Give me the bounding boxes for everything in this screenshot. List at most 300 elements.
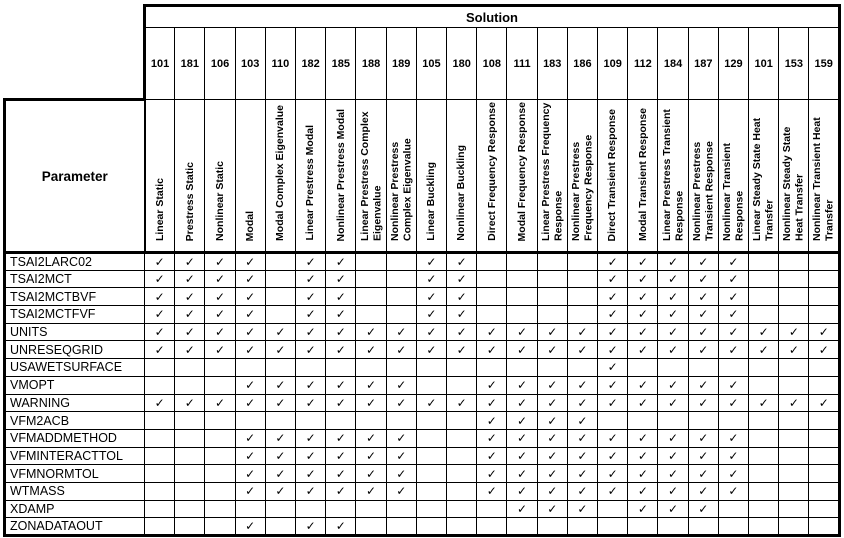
checkmark-icon: ✓ bbox=[275, 325, 286, 340]
check-cell bbox=[537, 465, 567, 483]
checkmark-icon: ✓ bbox=[275, 466, 286, 481]
checkmark-icon: ✓ bbox=[637, 307, 648, 322]
checkmark-icon: ✓ bbox=[184, 342, 195, 357]
check-cell bbox=[658, 270, 688, 288]
empty-cell bbox=[326, 500, 356, 518]
empty-cell bbox=[779, 465, 809, 483]
solution-number-cell: 103 bbox=[235, 28, 265, 100]
checkmark-icon: ✓ bbox=[728, 272, 739, 287]
empty-cell bbox=[265, 306, 295, 324]
check-cell bbox=[567, 500, 597, 518]
check-cell bbox=[507, 412, 537, 430]
checkmark-icon: ✓ bbox=[275, 484, 286, 499]
checkmark-icon: ✓ bbox=[607, 431, 618, 446]
empty-cell bbox=[779, 429, 809, 447]
solution-column-label-cell bbox=[688, 100, 718, 253]
check-cell bbox=[658, 394, 688, 412]
checkmark-icon: ✓ bbox=[396, 325, 407, 340]
check-cell bbox=[598, 253, 628, 271]
checkmark-icon: ✓ bbox=[335, 378, 346, 393]
solution-numbers-row bbox=[5, 28, 840, 100]
solution-column-label: Linear Buckling bbox=[425, 162, 438, 241]
solution-column-label: Nonlinear Buckling bbox=[455, 145, 468, 241]
check-cell bbox=[567, 482, 597, 500]
empty-cell bbox=[145, 376, 175, 394]
checkmark-icon: ✓ bbox=[184, 254, 195, 269]
solution-column-label-cell bbox=[145, 100, 175, 253]
check-cell bbox=[749, 341, 779, 359]
check-cell bbox=[447, 253, 477, 271]
empty-cell bbox=[779, 306, 809, 324]
checkmark-icon: ✓ bbox=[305, 254, 316, 269]
check-cell bbox=[688, 482, 718, 500]
checkmark-icon: ✓ bbox=[305, 466, 316, 481]
check-cell bbox=[749, 323, 779, 341]
checkmark-icon: ✓ bbox=[184, 395, 195, 410]
empty-cell bbox=[537, 359, 567, 377]
checkmark-icon: ✓ bbox=[577, 466, 588, 481]
checkmark-icon: ✓ bbox=[486, 395, 497, 410]
checkmark-icon: ✓ bbox=[426, 254, 437, 269]
check-cell bbox=[718, 394, 748, 412]
checkmark-icon: ✓ bbox=[275, 448, 286, 463]
checkmark-icon: ✓ bbox=[245, 342, 256, 357]
solution-column-label-cell bbox=[779, 100, 809, 253]
empty-cell bbox=[809, 306, 840, 324]
check-cell bbox=[386, 341, 416, 359]
checkmark-icon: ✓ bbox=[396, 466, 407, 481]
solution-column-label: Modal Frequency Response bbox=[515, 101, 528, 241]
empty-cell bbox=[416, 482, 446, 500]
checkmark-icon: ✓ bbox=[517, 431, 528, 446]
checkmark-icon: ✓ bbox=[607, 395, 618, 410]
solution-number-cell: 182 bbox=[296, 28, 326, 100]
empty-cell bbox=[265, 500, 295, 518]
checkmark-icon: ✓ bbox=[668, 484, 679, 499]
check-cell bbox=[537, 500, 567, 518]
empty-cell bbox=[779, 518, 809, 536]
check-cell bbox=[326, 376, 356, 394]
check-cell bbox=[688, 500, 718, 518]
check-cell bbox=[145, 270, 175, 288]
check-cell bbox=[688, 323, 718, 341]
check-cell bbox=[447, 270, 477, 288]
check-cell bbox=[537, 447, 567, 465]
empty-cell bbox=[386, 500, 416, 518]
check-cell bbox=[235, 518, 265, 536]
check-cell bbox=[537, 376, 567, 394]
check-cell bbox=[265, 341, 295, 359]
checkmark-icon: ✓ bbox=[154, 272, 165, 287]
empty-cell bbox=[809, 465, 840, 483]
empty-cell bbox=[779, 288, 809, 306]
check-cell bbox=[356, 376, 386, 394]
empty-cell bbox=[416, 359, 446, 377]
check-cell bbox=[688, 253, 718, 271]
empty-cell bbox=[779, 482, 809, 500]
checkmark-icon: ✓ bbox=[456, 342, 467, 357]
check-cell bbox=[477, 465, 507, 483]
checkmark-icon: ✓ bbox=[154, 289, 165, 304]
empty-cell bbox=[537, 270, 567, 288]
check-cell bbox=[658, 465, 688, 483]
check-cell bbox=[175, 253, 205, 271]
check-cell bbox=[779, 394, 809, 412]
checkmark-icon: ✓ bbox=[305, 484, 316, 499]
empty-cell bbox=[749, 465, 779, 483]
checkmark-icon: ✓ bbox=[184, 325, 195, 340]
check-cell bbox=[416, 341, 446, 359]
empty-cell bbox=[447, 482, 477, 500]
empty-cell bbox=[718, 412, 748, 430]
checkmark-icon: ✓ bbox=[486, 325, 497, 340]
empty-cell bbox=[326, 359, 356, 377]
checkmark-icon: ✓ bbox=[245, 325, 256, 340]
empty-cell bbox=[598, 412, 628, 430]
checkmark-icon: ✓ bbox=[607, 448, 618, 463]
check-cell bbox=[688, 394, 718, 412]
empty-cell bbox=[628, 518, 658, 536]
solution-column-label: Linear Prestress Transient Response bbox=[660, 109, 686, 241]
empty-cell bbox=[265, 270, 295, 288]
checkmark-icon: ✓ bbox=[426, 342, 437, 357]
empty-cell bbox=[447, 447, 477, 465]
check-cell bbox=[326, 341, 356, 359]
check-cell bbox=[356, 482, 386, 500]
empty-cell bbox=[356, 412, 386, 430]
checkmark-icon: ✓ bbox=[728, 342, 739, 357]
corner-spacer bbox=[5, 6, 145, 28]
check-cell bbox=[688, 288, 718, 306]
check-cell bbox=[598, 394, 628, 412]
check-cell bbox=[326, 270, 356, 288]
solution-number-cell: 184 bbox=[658, 28, 688, 100]
check-cell bbox=[477, 394, 507, 412]
checkmark-icon: ✓ bbox=[305, 448, 316, 463]
check-cell bbox=[567, 465, 597, 483]
check-cell bbox=[386, 465, 416, 483]
empty-cell bbox=[507, 270, 537, 288]
check-cell bbox=[628, 341, 658, 359]
empty-cell bbox=[265, 359, 295, 377]
empty-cell bbox=[356, 359, 386, 377]
check-cell bbox=[718, 482, 748, 500]
check-cell bbox=[326, 518, 356, 536]
checkmark-icon: ✓ bbox=[486, 342, 497, 357]
checkmark-icon: ✓ bbox=[668, 289, 679, 304]
checkmark-icon: ✓ bbox=[637, 325, 648, 340]
checkmark-icon: ✓ bbox=[517, 484, 528, 499]
checkmark-icon: ✓ bbox=[305, 395, 316, 410]
checkmark-icon: ✓ bbox=[698, 342, 709, 357]
empty-cell bbox=[537, 518, 567, 536]
check-cell bbox=[537, 394, 567, 412]
checkmark-icon: ✓ bbox=[214, 289, 226, 304]
empty-cell bbox=[749, 412, 779, 430]
empty-cell bbox=[386, 253, 416, 271]
empty-cell bbox=[809, 376, 840, 394]
solution-column-label-cell bbox=[507, 100, 537, 253]
checkmark-icon: ✓ bbox=[275, 342, 286, 357]
solution-number-cell: 183 bbox=[537, 28, 567, 100]
check-cell bbox=[296, 465, 326, 483]
empty-cell bbox=[477, 270, 507, 288]
empty-cell bbox=[507, 306, 537, 324]
empty-cell bbox=[447, 412, 477, 430]
checkmark-icon: ✓ bbox=[607, 325, 618, 340]
checkmark-icon: ✓ bbox=[154, 395, 165, 410]
check-cell bbox=[628, 429, 658, 447]
check-cell bbox=[477, 412, 507, 430]
checkmark-icon: ✓ bbox=[335, 254, 346, 269]
solution-number-cell: 106 bbox=[205, 28, 235, 100]
empty-cell bbox=[175, 500, 205, 518]
check-cell bbox=[688, 341, 718, 359]
check-cell bbox=[235, 341, 265, 359]
parameter-name-cell: WARNING bbox=[5, 394, 145, 412]
checkmark-icon: ✓ bbox=[547, 448, 558, 463]
check-cell bbox=[598, 376, 628, 394]
checkmark-icon: ✓ bbox=[607, 378, 618, 393]
empty-cell bbox=[145, 412, 175, 430]
check-cell bbox=[537, 412, 567, 430]
checkmark-icon: ✓ bbox=[637, 342, 648, 357]
check-cell bbox=[688, 465, 718, 483]
parameter-row bbox=[5, 482, 840, 500]
checkmark-icon: ✓ bbox=[728, 307, 739, 322]
checkmark-icon: ✓ bbox=[547, 342, 558, 357]
check-cell bbox=[145, 394, 175, 412]
check-cell bbox=[235, 465, 265, 483]
checkmark-icon: ✓ bbox=[245, 484, 256, 499]
empty-cell bbox=[477, 518, 507, 536]
checkmark-icon: ✓ bbox=[547, 431, 558, 446]
check-cell bbox=[658, 341, 688, 359]
checkmark-icon: ✓ bbox=[245, 307, 256, 322]
check-cell bbox=[567, 412, 597, 430]
check-cell bbox=[235, 306, 265, 324]
solution-column-label: Nonlinear Transient Response bbox=[721, 142, 746, 241]
empty-cell bbox=[809, 270, 840, 288]
checkmark-icon: ✓ bbox=[758, 325, 769, 340]
check-cell bbox=[235, 394, 265, 412]
checkmark-icon: ✓ bbox=[668, 501, 679, 516]
empty-cell bbox=[809, 500, 840, 518]
parameter-row bbox=[5, 288, 840, 306]
checkmark-icon: ✓ bbox=[486, 484, 497, 499]
check-cell bbox=[537, 482, 567, 500]
solution-column-label-cell bbox=[628, 100, 658, 253]
solution-column-label: Linear Prestress Complex Eigenvalue bbox=[358, 111, 384, 241]
solution-number-cell: 109 bbox=[598, 28, 628, 100]
check-cell bbox=[386, 394, 416, 412]
empty-cell bbox=[145, 518, 175, 536]
check-cell bbox=[175, 270, 205, 288]
check-cell bbox=[628, 500, 658, 518]
empty-cell bbox=[749, 306, 779, 324]
check-cell bbox=[265, 429, 295, 447]
check-cell bbox=[718, 447, 748, 465]
empty-cell bbox=[145, 447, 175, 465]
checkmark-icon: ✓ bbox=[245, 254, 256, 269]
checkmark-icon: ✓ bbox=[305, 519, 316, 534]
solution-number-cell: 108 bbox=[477, 28, 507, 100]
parameter-row bbox=[5, 447, 840, 465]
checkmark-icon: ✓ bbox=[577, 342, 588, 357]
check-cell bbox=[265, 394, 295, 412]
solution-number-cell: 111 bbox=[507, 28, 537, 100]
checkmark-icon: ✓ bbox=[577, 484, 588, 499]
solution-column-label: Modal bbox=[244, 210, 257, 241]
checkmark-icon: ✓ bbox=[607, 342, 618, 357]
checkmark-icon: ✓ bbox=[547, 413, 558, 428]
solution-number-cell: 181 bbox=[175, 28, 205, 100]
checkmark-icon: ✓ bbox=[698, 254, 709, 269]
solution-column-label: Modal Complex Eigenvalue bbox=[274, 105, 287, 241]
check-cell bbox=[265, 376, 295, 394]
empty-cell bbox=[235, 412, 265, 430]
empty-cell bbox=[416, 412, 446, 430]
empty-cell bbox=[537, 288, 567, 306]
solution-number-cell: 159 bbox=[809, 28, 840, 100]
parameter-name-cell: TSAI2MCTFVF bbox=[5, 306, 145, 324]
empty-cell bbox=[718, 518, 748, 536]
solution-column-label-cell bbox=[537, 100, 567, 253]
check-cell bbox=[688, 376, 718, 394]
checkmark-icon: ✓ bbox=[577, 395, 588, 410]
checkmark-icon: ✓ bbox=[698, 395, 709, 410]
check-cell bbox=[356, 429, 386, 447]
check-cell bbox=[477, 429, 507, 447]
check-cell bbox=[718, 341, 748, 359]
empty-cell bbox=[779, 376, 809, 394]
check-cell bbox=[658, 306, 688, 324]
check-cell bbox=[809, 394, 840, 412]
checkmark-icon: ✓ bbox=[396, 378, 407, 393]
checkmark-icon: ✓ bbox=[698, 501, 709, 516]
checkmark-icon: ✓ bbox=[788, 395, 799, 410]
solution-column-label-cell bbox=[175, 100, 205, 253]
empty-cell bbox=[507, 359, 537, 377]
solution-column-label: Nonlinear Prestress Complex Eigenvalue bbox=[388, 138, 414, 241]
check-cell bbox=[628, 376, 658, 394]
checkmark-icon: ✓ bbox=[456, 325, 467, 340]
checkmark-icon: ✓ bbox=[698, 272, 709, 287]
parameter-row bbox=[5, 253, 840, 271]
checkmark-icon: ✓ bbox=[214, 307, 226, 322]
solution-number-cell: 112 bbox=[628, 28, 658, 100]
checkmark-icon: ✓ bbox=[517, 325, 528, 340]
solution-column-label: Direct Transient Response bbox=[606, 108, 619, 241]
check-cell bbox=[447, 341, 477, 359]
checkmark-icon: ✓ bbox=[517, 395, 528, 410]
checkmark-icon: ✓ bbox=[637, 378, 648, 393]
empty-cell bbox=[265, 253, 295, 271]
empty-cell bbox=[265, 412, 295, 430]
solution-column-label-cell bbox=[356, 100, 386, 253]
checkmark-icon: ✓ bbox=[668, 254, 679, 269]
checkmark-icon: ✓ bbox=[214, 342, 226, 357]
check-cell bbox=[235, 429, 265, 447]
solution-column-label-cell bbox=[416, 100, 446, 253]
parameter-row bbox=[5, 359, 840, 377]
empty-cell bbox=[386, 288, 416, 306]
check-cell bbox=[567, 447, 597, 465]
empty-cell bbox=[145, 482, 175, 500]
empty-cell bbox=[386, 306, 416, 324]
empty-cell bbox=[447, 465, 477, 483]
solution-number-cell: 189 bbox=[386, 28, 416, 100]
checkmark-icon: ✓ bbox=[637, 395, 648, 410]
solution-number-cell: 110 bbox=[265, 28, 295, 100]
check-cell bbox=[628, 270, 658, 288]
check-cell bbox=[416, 323, 446, 341]
check-cell bbox=[507, 500, 537, 518]
check-cell bbox=[175, 323, 205, 341]
checkmark-icon: ✓ bbox=[818, 342, 829, 357]
empty-cell bbox=[265, 518, 295, 536]
empty-cell bbox=[688, 359, 718, 377]
check-cell bbox=[145, 323, 175, 341]
parameter-name-cell: VFMNORMTOL bbox=[5, 465, 145, 483]
checkmark-icon: ✓ bbox=[245, 289, 256, 304]
empty-cell bbox=[205, 518, 235, 536]
check-cell bbox=[567, 376, 597, 394]
solution-column-label: Nonlinear Prestress Frequency Response bbox=[570, 134, 595, 241]
check-cell bbox=[628, 306, 658, 324]
empty-cell bbox=[749, 270, 779, 288]
check-cell bbox=[175, 341, 205, 359]
solution-parameter-table bbox=[3, 4, 841, 537]
checkmark-icon: ✓ bbox=[668, 378, 679, 393]
empty-cell bbox=[447, 359, 477, 377]
check-cell bbox=[296, 376, 326, 394]
checkmark-icon: ✓ bbox=[607, 307, 618, 322]
checkmark-icon: ✓ bbox=[245, 448, 256, 463]
checkmark-icon: ✓ bbox=[668, 431, 679, 446]
checkmark-icon: ✓ bbox=[456, 307, 467, 322]
check-cell bbox=[265, 465, 295, 483]
parameter-name-cell: XDAMP bbox=[5, 500, 145, 518]
check-cell bbox=[326, 429, 356, 447]
parameter-name-cell: USAWETSURFACE bbox=[5, 359, 145, 377]
solution-column-label: Nonlinear Prestress Transient Response bbox=[690, 141, 716, 241]
check-cell bbox=[567, 394, 597, 412]
check-cell bbox=[688, 270, 718, 288]
empty-cell bbox=[809, 518, 840, 536]
empty-cell bbox=[175, 376, 205, 394]
checkmark-icon: ✓ bbox=[547, 395, 558, 410]
checkmark-icon: ✓ bbox=[637, 289, 648, 304]
checkmark-icon: ✓ bbox=[607, 254, 618, 269]
empty-cell bbox=[205, 429, 235, 447]
checkmark-icon: ✓ bbox=[335, 307, 346, 322]
empty-cell bbox=[537, 306, 567, 324]
empty-cell bbox=[145, 359, 175, 377]
check-cell bbox=[718, 429, 748, 447]
check-cell bbox=[718, 253, 748, 271]
checkmark-icon: ✓ bbox=[728, 484, 739, 499]
empty-cell bbox=[265, 288, 295, 306]
checkmark-icon: ✓ bbox=[335, 289, 346, 304]
checkmark-icon: ✓ bbox=[335, 395, 346, 410]
check-cell bbox=[598, 429, 628, 447]
check-cell bbox=[658, 429, 688, 447]
check-cell bbox=[658, 323, 688, 341]
solution-column-label: Linear Steady State Heat Transfer bbox=[751, 117, 776, 241]
checkmark-icon: ✓ bbox=[154, 325, 165, 340]
check-cell bbox=[386, 482, 416, 500]
